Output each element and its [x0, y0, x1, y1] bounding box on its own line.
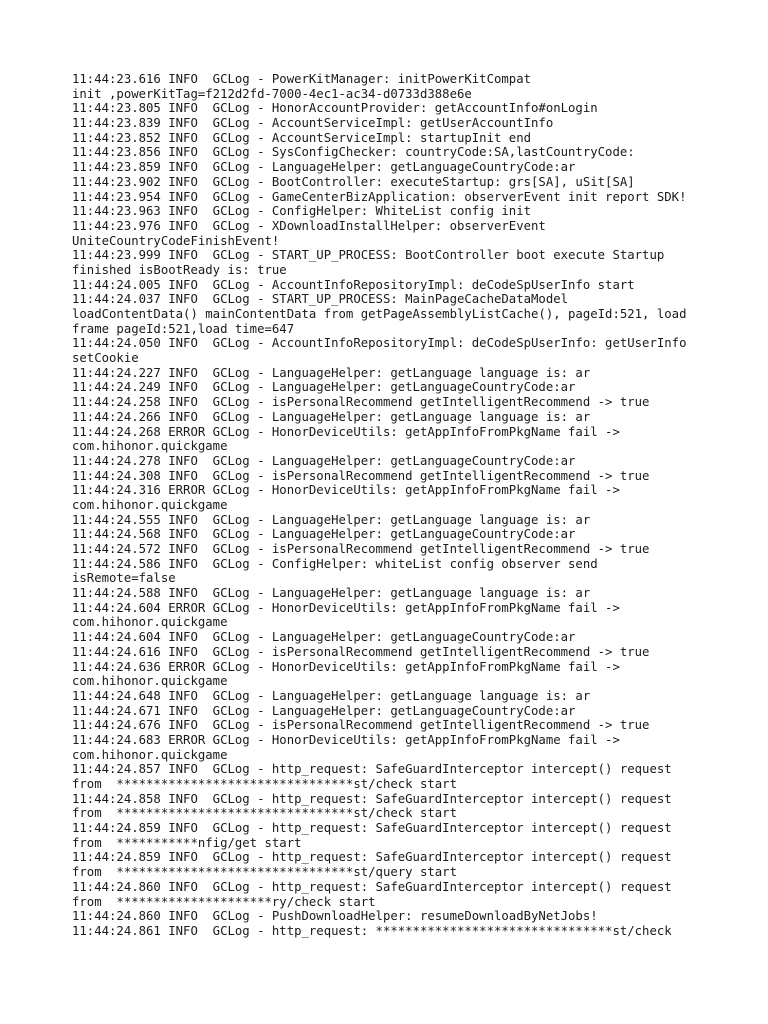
log-line: 11:44:24.227 INFO GCLog - LanguageHelper: getLanguage language is: ar [72, 365, 591, 380]
log-line: 11:44:24.860 INFO GCLog - PushDownloadHelper: resumeDownloadByNetJobs! [72, 909, 598, 924]
log-line: 11:44:23.616 INFO GCLog - PowerKitManager: initPowerKitCompat [72, 72, 532, 86]
log-line: from *********************ry/check start [72, 894, 376, 909]
log-line: 11:44:23.852 INFO GCLog - AccountServiceImpl: startupInit end [72, 130, 532, 145]
log-line: 11:44:24.676 INFO GCLog - isPersonalRecommend getIntelligentRecommend -> true [72, 718, 650, 733]
log-line: 11:44:24.604 INFO GCLog - LanguageHelper: getLanguageCountryCode:ar [72, 630, 576, 645]
log-line: 11:44:24.572 INFO GCLog - isPersonalRecommend getIntelligentRecommend -> true [72, 542, 650, 556]
log-line: init ,powerKitTag=f212d2fd-7000-4ec1-ac34-d0733d388e6e [72, 86, 472, 101]
log-line: 11:44:23.999 INFO GCLog - START_UP_PROCESS: BootController boot execute Startup [72, 248, 665, 263]
log-line: 11:44:23.839 INFO GCLog - AccountServiceImpl: getUserAccountInfo [72, 116, 554, 131]
log-line: 11:44:23.805 INFO GCLog - HonorAccountProvider: getAccountInfo#onLogin [72, 101, 598, 116]
log-line: 11:44:24.037 INFO GCLog - START_UP_PROCESS: MainPageCacheDataModel [72, 292, 569, 307]
log-line: 11:44:24.604 ERROR GCLog - HonorDeviceUtils: getAppInfoFromPkgName fail -> [72, 600, 620, 615]
log-line: 11:44:24.648 INFO GCLog - LanguageHelper: getLanguage language is: ar [72, 688, 591, 703]
log-line: 11:44:24.636 ERROR GCLog - HonorDeviceUtils: getAppInfoFromPkgName fail -> [72, 659, 620, 674]
log-line: loadContentData() mainContentData from getPageAssemblyListCache(), pageId:521, load [72, 307, 687, 321]
log-line: 11:44:24.857 INFO GCLog - http_request: SafeGuardInterceptor intercept() request [72, 762, 672, 777]
log-line: com.hihonor.quickgame [72, 674, 228, 689]
log-line: isRemote=false [72, 571, 176, 586]
log-line: from ********************************st/check start [72, 777, 457, 791]
log-line: 11:44:24.258 INFO GCLog - isPersonalRecommend getIntelligentRecommend -> true [72, 395, 650, 410]
log-line: 11:44:24.616 INFO GCLog - isPersonalRecommend getIntelligentRecommend -> true [72, 644, 650, 659]
log-line: 11:44:24.249 INFO GCLog - LanguageHelper: getLanguageCountryCode:ar [72, 380, 576, 395]
log-line: 11:44:24.586 INFO GCLog - ConfigHelper: whiteList config observer send [72, 556, 598, 571]
log-line: 11:44:23.963 INFO GCLog - ConfigHelper: WhiteList config init [72, 204, 532, 219]
log-line: 11:44:23.976 INFO GCLog - XDownloadInstallHelper: observerEvent [72, 218, 546, 233]
log-line: setCookie [72, 351, 139, 366]
log-line: from ***********nfig/get start [72, 835, 302, 850]
log-line: 11:44:24.308 INFO GCLog - isPersonalRecommend getIntelligentRecommend -> true [72, 468, 650, 483]
log-line: com.hihonor.quickgame [72, 615, 228, 630]
log-line: UniteCountryCodeFinishEvent! [72, 233, 280, 248]
log-line: 11:44:24.568 INFO GCLog - LanguageHelper: getLanguageCountryCode:ar [72, 527, 576, 542]
log-line: from ********************************st/check start [72, 806, 457, 821]
log-text-block [72, 72, 712, 939]
log-line: 11:44:24.859 INFO GCLog - http_request: SafeGuardInterceptor intercept() request [72, 821, 672, 836]
log-line: 11:44:24.671 INFO GCLog - LanguageHelper: getLanguageCountryCode:ar [72, 703, 576, 718]
log-line: 11:44:24.266 INFO GCLog - LanguageHelper: getLanguage language is: ar [72, 409, 591, 424]
log-line: finished isBootReady is: true [72, 262, 287, 277]
log-line: 11:44:24.050 INFO GCLog - AccountInfoRepositoryImpl: deCodeSpUserInfo: getUserInfo [72, 336, 687, 351]
log-line: 11:44:24.683 ERROR GCLog - HonorDeviceUtils: getAppInfoFromPkgName fail -> [72, 732, 620, 747]
log-line: com.hihonor.quickgame [72, 747, 228, 762]
log-line: 11:44:24.005 INFO GCLog - AccountInfoRepositoryImpl: deCodeSpUserInfo start [72, 277, 635, 292]
log-line: 11:44:23.859 INFO GCLog - LanguageHelper: getLanguageCountryCode:ar [72, 160, 576, 175]
log-line: 11:44:24.268 ERROR GCLog - HonorDeviceUtils: getAppInfoFromPkgName fail -> [72, 424, 620, 439]
log-line: 11:44:24.858 INFO GCLog - http_request: SafeGuardInterceptor intercept() request [72, 791, 672, 806]
log-line: 11:44:24.588 INFO GCLog - LanguageHelper: getLanguage language is: ar [72, 586, 591, 601]
log-line: 11:44:23.954 INFO GCLog - GameCenterBizApplication: observerEvent init report SDK! [72, 189, 687, 204]
log-line: 11:44:24.555 INFO GCLog - LanguageHelper: getLanguage language is: ar [72, 512, 591, 527]
log-line: 11:44:24.278 INFO GCLog - LanguageHelper: getLanguageCountryCode:ar [72, 453, 576, 468]
log-line: 11:44:24.861 INFO GCLog - http_request: ********************************st/check [72, 923, 672, 938]
log-line: 11:44:23.856 INFO GCLog - SysConfigChecker: countryCode:SA,lastCountryCode: [72, 145, 635, 160]
log-line: 11:44:23.902 INFO GCLog - BootController: executeStartup: grs[SA], uSit[SA] [72, 174, 635, 189]
log-line: com.hihonor.quickgame [72, 439, 228, 454]
log-line: 11:44:24.316 ERROR GCLog - HonorDeviceUtils: getAppInfoFromPkgName fail -> [72, 483, 620, 498]
log-line: 11:44:24.859 INFO GCLog - http_request: SafeGuardInterceptor intercept() request [72, 850, 672, 865]
log-line: from ********************************st/query start [72, 865, 457, 880]
log-line: frame pageId:521,load time=647 [72, 321, 295, 336]
log-line: com.hihonor.quickgame [72, 497, 228, 512]
log-line: 11:44:24.860 INFO GCLog - http_request: SafeGuardInterceptor intercept() request [72, 879, 672, 894]
